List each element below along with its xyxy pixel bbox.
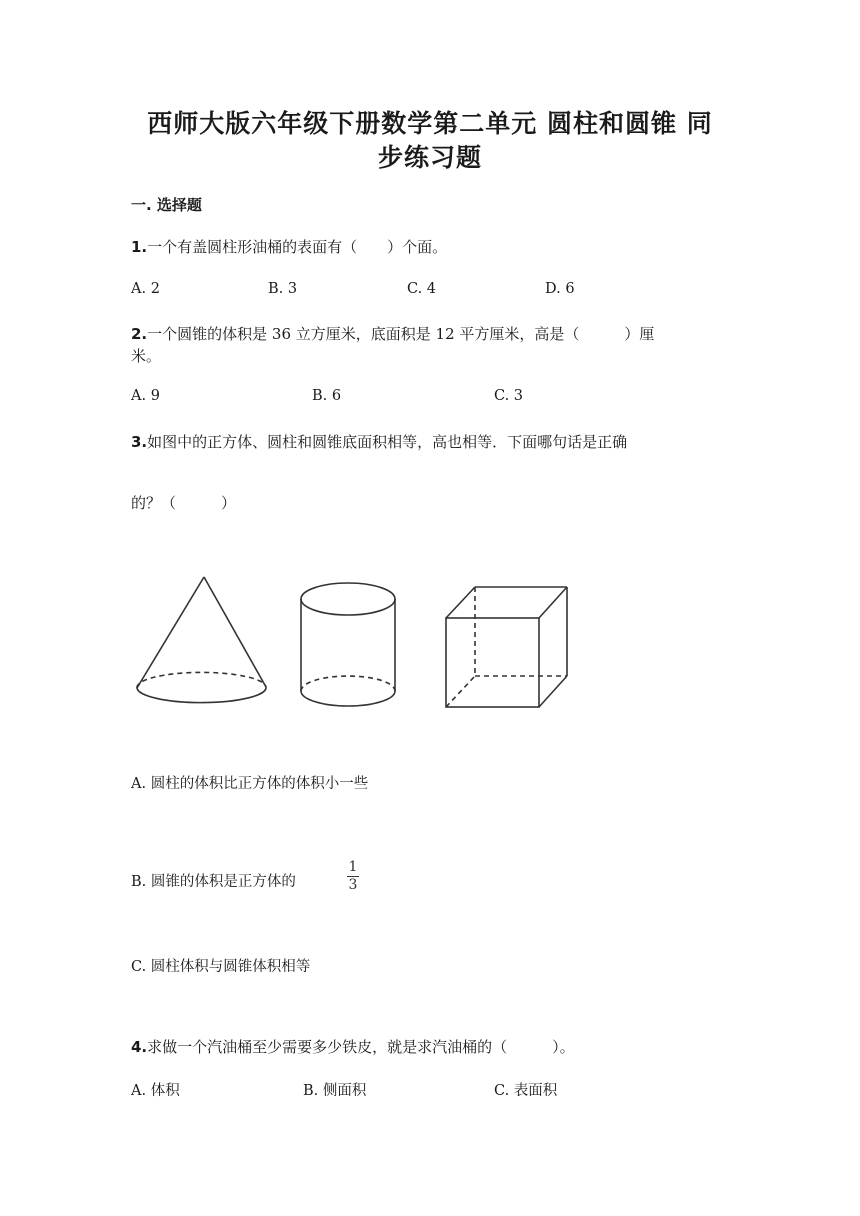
question-number: 4. xyxy=(131,1038,148,1056)
fraction-one-third xyxy=(344,860,362,893)
q4-option-a: A. 体积 xyxy=(131,1083,180,1099)
question-3-line1 xyxy=(131,431,627,452)
question-2-line2: 米。 xyxy=(131,347,162,365)
cube-figure xyxy=(446,587,567,707)
question-number: 2. xyxy=(131,325,148,343)
q1-option-c: C. 4 xyxy=(407,281,437,297)
question-number: 1. xyxy=(131,238,148,256)
fraction-denominator: 3 xyxy=(348,877,358,893)
section-heading: 一. 选择题 xyxy=(131,196,202,214)
question-text: 求做一个汽油桶至少需要多少铁皮，就是求汽油桶的（ ）。 xyxy=(147,1038,575,1056)
cylinder-figure xyxy=(301,583,395,706)
q3-option-a: A. 圆柱的体积比正方体的体积小一些 xyxy=(131,776,369,792)
q3-option-b: B. 圆锥的体积是正方体的 xyxy=(131,874,296,890)
q3-option-c: C. 圆柱体积与圆锥体积相等 xyxy=(131,959,311,975)
question-4 xyxy=(131,1036,575,1057)
q2-option-c: C. 3 xyxy=(494,388,524,404)
q4-option-c: C. 表面积 xyxy=(494,1083,558,1099)
question-text: 一个有盖圆柱形油桶的表面有（ ）个面。 xyxy=(147,238,448,256)
q2-option-b: B. 6 xyxy=(312,388,342,404)
cone-figure xyxy=(137,577,266,703)
question-text: 一个圆锥的体积是 36 立方厘米，底面积是 12 平方厘米，高是（ ）厘 xyxy=(147,325,655,343)
question-text: 如图中的正方体、圆柱和圆锥底面积相等，高也相等．下面哪句话是正确 xyxy=(147,433,628,451)
q1-option-b: B. 3 xyxy=(268,281,298,297)
fraction-numerator: 1 xyxy=(348,859,358,875)
question-1 xyxy=(131,236,447,257)
question-2-line1 xyxy=(131,323,654,344)
question-number: 3. xyxy=(131,433,148,451)
solids-figure xyxy=(130,570,580,715)
question-3-line2: 的？（ ） xyxy=(131,494,237,512)
q1-option-a: A. 2 xyxy=(131,281,160,297)
q1-option-d: D. 6 xyxy=(545,281,575,297)
q4-option-b: B. 侧面积 xyxy=(303,1083,367,1099)
page-title-line1: 西师大版六年级下册数学第二单元 圆柱和圆锥 同 xyxy=(147,109,713,138)
q2-option-a: A. 9 xyxy=(131,388,160,404)
page-title-line2: 步练习题 xyxy=(377,143,482,172)
